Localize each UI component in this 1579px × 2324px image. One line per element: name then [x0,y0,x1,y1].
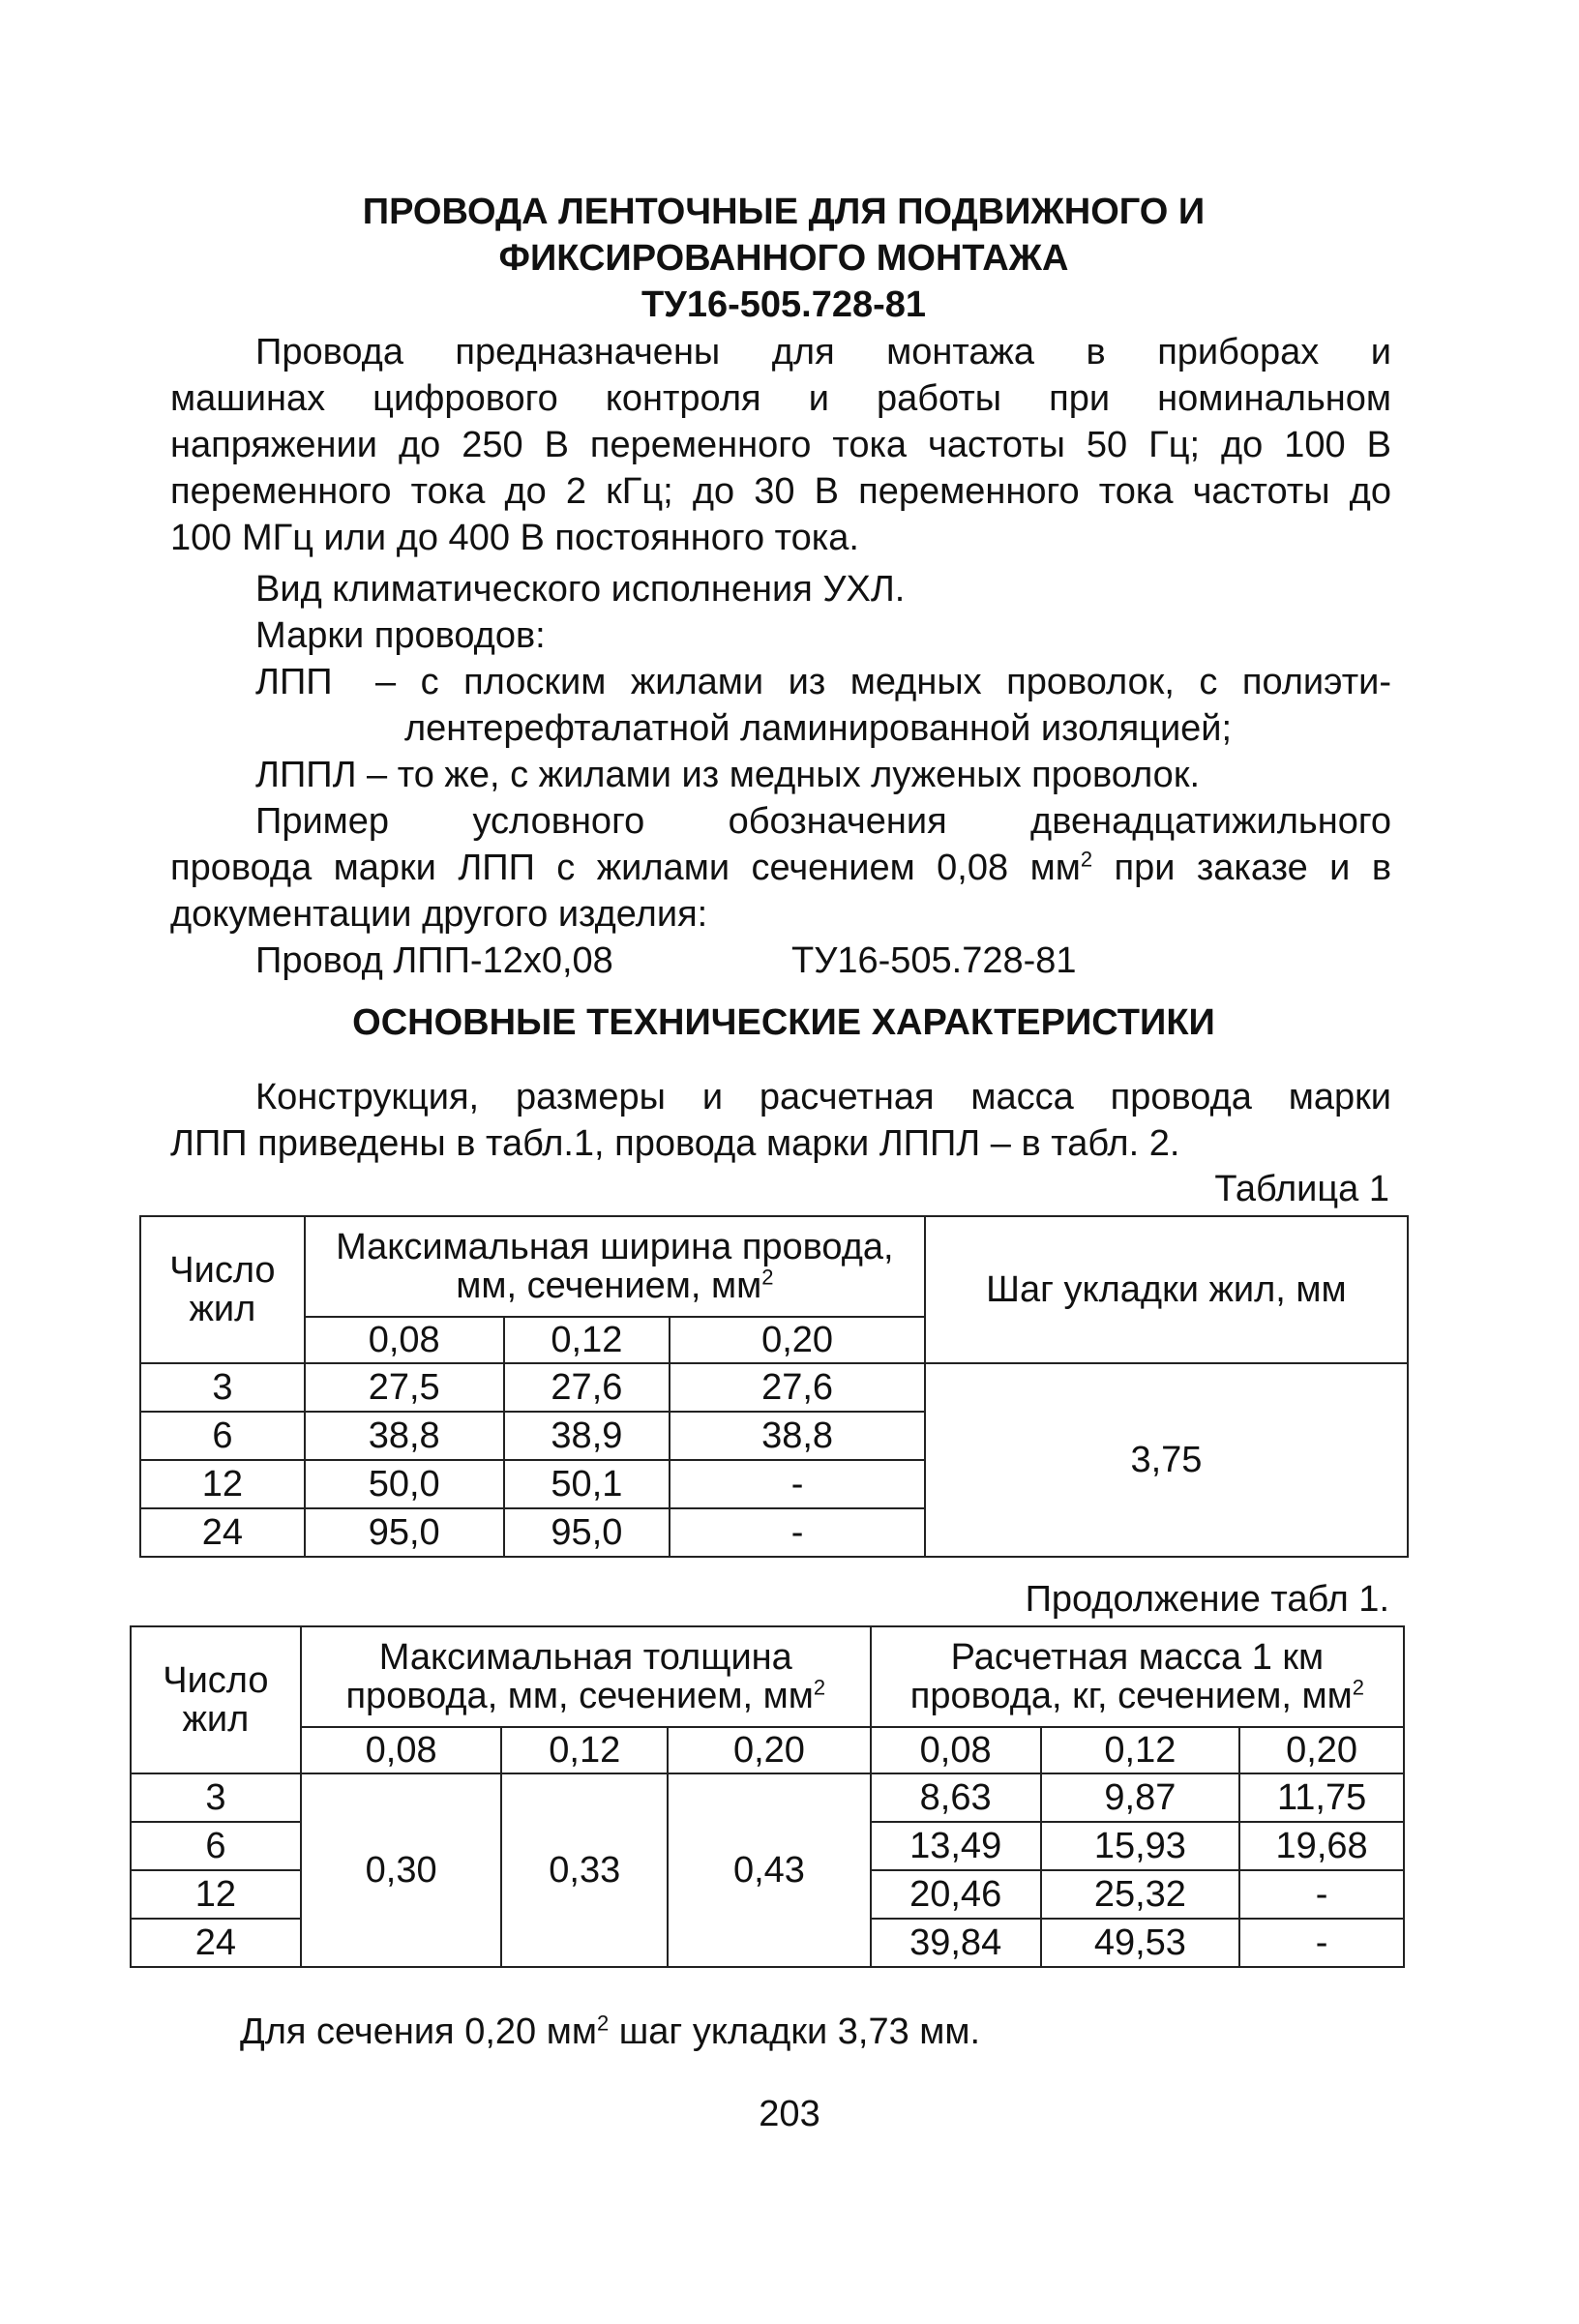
doc-spec-number: ТУ16-505.728-81 [641,284,927,325]
doc-title-line-1: ПРОВОДА ЛЕНТОЧНЫЕ ДЛЯ ПОДВИЖНОГО И [362,192,1206,232]
table2-section: 0,12 [1041,1727,1240,1773]
table2-cell-count: 12 [131,1870,301,1919]
example-line: провода марки ЛПП с жилами сечением 0,08 $мм^2$ при заказе и в [170,847,1392,888]
table2-cell: 19,68 [1239,1822,1404,1870]
section-line: Конструкция, размеры и расчетная масса провода марки [255,1077,1391,1117]
table1-cell: 27,5 [305,1363,504,1412]
table2-cell: 39,84 [871,1919,1041,1967]
table2-header-count: Число жил [131,1626,301,1773]
table1-header-pitch: Шаг укладки жил, мм [925,1216,1408,1363]
table1-cell: 27,6 [504,1363,670,1412]
table1-section: 0,20 [670,1317,925,1363]
brands-heading: Марки проводов: [255,615,546,656]
table2-cell: 11,75 [1239,1773,1404,1822]
climate-text: Вид климатического исполнения УХЛ. [255,569,906,610]
table2-thickness: 0,30 [301,1773,502,1967]
table2-cell: 20,46 [871,1870,1041,1919]
table2-cell: 49,53 [1041,1919,1240,1967]
table2-cell: 8,63 [871,1773,1041,1822]
table2-section: 0,12 [501,1727,668,1773]
table1-header-width: Максимальная ширина провода, мм, сечением, $мм^2$ [305,1216,925,1317]
table1-cell: 27,6 [670,1363,925,1412]
example-line: Пример условного обозначения двенадцатижильного [255,801,1391,842]
table1-cell: 38,9 [504,1412,670,1460]
intro-line: Провода предназначены для монтажа в приборах и [255,332,1391,372]
table2-section: 0,08 [871,1727,1041,1773]
table1-caption: Таблица 1 [1214,1169,1389,1209]
table1-cell: 95,0 [305,1508,504,1557]
section-paragraph [170,1074,1391,1167]
section-line: ЛПП приведены в табл.1, провода марки ЛППЛ – в табл. 2. [170,1123,1180,1164]
intro-paragraph [170,329,1391,561]
table2-section: 0,08 [301,1727,502,1773]
table2-cell: - [1239,1919,1404,1967]
table2-cell: - [1239,1870,1404,1919]
example-designation: Провод ЛПП-12х0,08 [255,940,613,981]
table1-cell: - [670,1460,925,1508]
table1-cell-count: 6 [140,1412,305,1460]
intro-line: 100 МГц или до 400 В постоянного тока. [170,518,859,558]
section-title: ОСНОВНЫЕ ТЕХНИЧЕСКИЕ ХАРАКТЕРИСТИКИ [352,1002,1215,1043]
table2 [130,1625,1405,1968]
table2-cell-count: 3 [131,1773,301,1822]
table1-cell: 50,0 [305,1460,504,1508]
table1-cell: 95,0 [504,1508,670,1557]
table2-header-thickness: Максимальная толщина провода, мм, сечением, $мм^2$ [301,1626,871,1727]
table2-thickness: 0,33 [501,1773,668,1967]
table1-cell: 50,1 [504,1460,670,1508]
table1 [139,1215,1409,1558]
table1-cell-count: 12 [140,1460,305,1508]
table2-caption: Продолжение табл 1. [1025,1579,1389,1620]
table1-cell-count: 24 [140,1508,305,1557]
table1-pitch-value: 3,75 [925,1363,1408,1557]
table2-header-mass: Расчетная масса 1 км провода, кг, сечением, $мм^2$ [871,1626,1404,1727]
intro-line: машинах цифрового контроля и работы при номинальном [170,378,1391,419]
example-spec: ТУ16-505.728-81 [791,940,1077,981]
table1-cell: 38,8 [305,1412,504,1460]
table2-cell-count: 24 [131,1919,301,1967]
table1-section: 0,12 [504,1317,670,1363]
table1-cell: - [670,1508,925,1557]
table2-section: 0,20 [1239,1727,1404,1773]
brand-lpp-code: ЛПП [255,662,333,702]
page-number: 203 [759,2094,820,2134]
table2-cell: 9,87 [1041,1773,1240,1822]
brand-lpp-description-cont: лентерефталатной ламинированной изоляцией; [404,708,1233,749]
table1-cell-count: 3 [140,1363,305,1412]
table1-header-count: Число жил [140,1216,305,1363]
example-line: документации другого изделия: [170,894,708,935]
table2-cell: 13,49 [871,1822,1041,1870]
doc-title-line-2: ФИКСИРОВАННОГО МОНТАЖА [498,238,1069,279]
example-paragraph [170,798,1391,938]
table2-cell-count: 6 [131,1822,301,1870]
intro-line: переменного тока до 2 кГц; до 30 В переменного тока частоты до [170,471,1391,512]
brand-lpp-description: – с плоским жилами из медных проволок, с полиэти- [375,662,1391,702]
table2-section: 0,20 [668,1727,871,1773]
table2-cell: 15,93 [1041,1822,1240,1870]
table1-cell: 38,8 [670,1412,925,1460]
table1-section: 0,08 [305,1317,504,1363]
footnote: Для сечения 0,20 $мм^2$ шаг укладки 3,73 мм. [240,2011,981,2052]
brand-lppl: ЛППЛ – то же, с жилами из медных луженых проволок. [255,755,1200,795]
table2-thickness: 0,43 [668,1773,871,1967]
intro-line: напряжении до 250 В переменного тока частоты 50 Гц; до 100 В [170,425,1391,465]
table2-cell: 25,32 [1041,1870,1240,1919]
